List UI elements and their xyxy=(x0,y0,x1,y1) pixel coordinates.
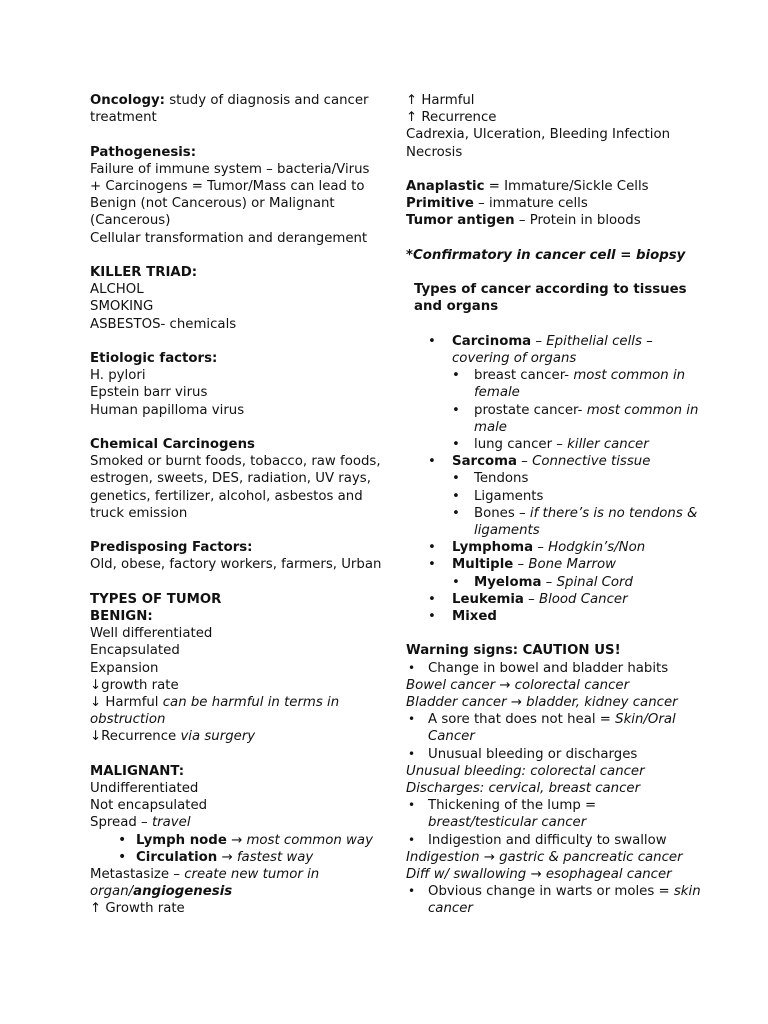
chemical-text: Smoked or burnt foods, tobacco, raw foods, estrogen, sweets, DES, radiation, UV rays, genetics, fertilizer, alcohol, asbestos and truck emission xyxy=(90,454,381,521)
list-item: • Ligaments xyxy=(406,488,706,505)
benign-recurrence: ↓Recurrence via surgery xyxy=(90,729,256,745)
list-item-mixed: • Mixed xyxy=(406,608,706,625)
list-item: • Unusual bleeding or discharges xyxy=(406,746,706,763)
types-of-tumor-heading: TYPES OF TUMOR xyxy=(90,591,222,607)
etiologic-item: H. pylori xyxy=(90,368,146,384)
warning-note: Discharges: cervical, breast cancer xyxy=(406,781,641,797)
benign-heading: BENIGN: xyxy=(90,609,153,624)
warning-note: Diff w/ swallowing → esophageal cancer xyxy=(406,867,672,883)
killer-triad-item: SMOKING xyxy=(90,299,154,315)
etiologic-item: Epstein barr virus xyxy=(90,385,208,401)
pathogenesis-text: Failure of immune system – bacteria/Virus + Carcinogens = Tumor/Mass can lead to Benign (not Cancerous) or Malignant (Cancerous) Cellular transformation and derangement xyxy=(90,161,370,246)
pathogenesis-heading: Pathogenesis: xyxy=(90,144,197,160)
list-item-lymphoma: • Lymphoma – Hodgkin’s/Non xyxy=(406,539,706,556)
term-primitive: Primitive – immature cells xyxy=(406,196,588,212)
warning-note: Unusual bleeding: colorectal cancer xyxy=(406,763,645,779)
left-column xyxy=(90,92,382,918)
list-item: • Tendons xyxy=(406,470,706,487)
growth-rate-line: ↑ Growth rate xyxy=(90,901,185,917)
warning-list-1 xyxy=(406,660,706,677)
oncology-definition: Oncology: study of diagnosis and cancer treatment xyxy=(90,93,369,126)
malignant-spread: Spread – travel xyxy=(90,815,191,831)
killer-triad-item: ALCHOL xyxy=(90,282,144,298)
list-item: • Change in bowel and bladder habits xyxy=(406,660,706,677)
list-item: • Obvious change in warts or moles = skin cancer xyxy=(406,883,706,917)
warning-list-2 xyxy=(406,711,706,763)
carcinoma-sublist xyxy=(406,367,706,453)
warning-note: Bowel cancer → colorectal cancer xyxy=(406,677,630,693)
confirmatory-note: *Confirmatory in cancer cell = biopsy xyxy=(406,247,686,263)
list-item-multiple: • Multiple – Bone Marrow • Myeloma – Spinal Cord xyxy=(406,556,706,590)
chemical-heading: Chemical Carcinogens xyxy=(90,437,255,452)
malignant-continued: ↑ Harmful ↑ Recurrence Cadrexia, Ulceration, Bleeding Infection Necrosis xyxy=(406,93,671,160)
multiple-sublist xyxy=(406,574,706,591)
benign-item: Well differentiated xyxy=(90,626,213,642)
warning-note: Bladder cancer → bladder, kidney cancer xyxy=(406,695,678,711)
predisposing-text: Old, obese, factory workers, farmers, Urban xyxy=(90,557,382,573)
list-item: • A sore that does not heal = Skin/Oral Cancer xyxy=(406,711,706,745)
types-of-cancer-heading: Types of cancer according to tissues and organs xyxy=(414,282,687,315)
predisposing-heading: Predisposing Factors: xyxy=(90,540,253,556)
benign-item: ↓growth rate xyxy=(90,677,179,693)
sarcoma-sublist xyxy=(406,470,706,539)
list-item-carcinoma: • Carcinoma – Epithelial cells – covering of organs • breast cancer- most common in female • prostate cancer- most common in male • lung cancer – killer cancer xyxy=(406,333,706,453)
warning-note: Indigestion → gastric & pancreatic cancer xyxy=(406,849,683,865)
malignant-item: Not encapsulated xyxy=(90,798,208,814)
warning-signs-heading: Warning signs: CAUTION US! xyxy=(406,643,621,659)
etiologic-heading: Etiologic factors: xyxy=(90,351,218,366)
killer-triad-heading: KILLER TRIAD: xyxy=(90,265,198,280)
metastasize-line: Metastasize – create new tumor in organ/angiogenesis xyxy=(90,867,320,900)
cancer-types-list xyxy=(406,333,706,625)
list-item: • Bones – if there’s is no tendons & ligaments xyxy=(406,505,706,539)
etiologic-item: Human papilloma virus xyxy=(90,402,245,418)
malignant-heading: MALIGNANT: xyxy=(90,763,185,779)
list-item: • Indigestion and difficulty to swallow xyxy=(406,832,706,849)
right-column xyxy=(406,92,706,918)
list-item: • breast cancer- most common in female xyxy=(406,367,706,401)
warning-list-4 xyxy=(406,883,706,917)
term-tumor-antigen: Tumor antigen – Protein in bloods xyxy=(406,213,641,229)
list-item: • Thickening of the lump = breast/testicular cancer xyxy=(406,797,706,831)
list-item-sarcoma: • Sarcoma – Connective tissue • Tendons • Ligaments • Bones – if there’s is no tendons & ligaments xyxy=(406,453,706,539)
benign-item: Expansion xyxy=(90,660,159,676)
benign-item: Encapsulated xyxy=(90,643,180,659)
list-item: • Myeloma – Spinal Cord xyxy=(406,574,706,591)
term-anaplastic: Anaplastic = Immature/Sickle Cells xyxy=(406,179,649,194)
malignant-item: Undifferentiated xyxy=(90,781,199,797)
list-item: • lung cancer – killer cancer xyxy=(406,436,706,453)
list-item: • Lymph node → most common way xyxy=(90,832,382,849)
list-item: • Circulation → fastest way xyxy=(90,849,382,866)
list-item: • prostate cancer- most common in male xyxy=(406,402,706,436)
warning-list-3 xyxy=(406,797,706,849)
killer-triad-item: ASBESTOS- chemicals xyxy=(90,316,237,332)
list-item-leukemia: • Leukemia – Blood Cancer xyxy=(406,591,706,608)
spread-list xyxy=(90,832,382,866)
benign-harmful: ↓ Harmful can be harmful in terms in obstruction xyxy=(90,695,340,728)
